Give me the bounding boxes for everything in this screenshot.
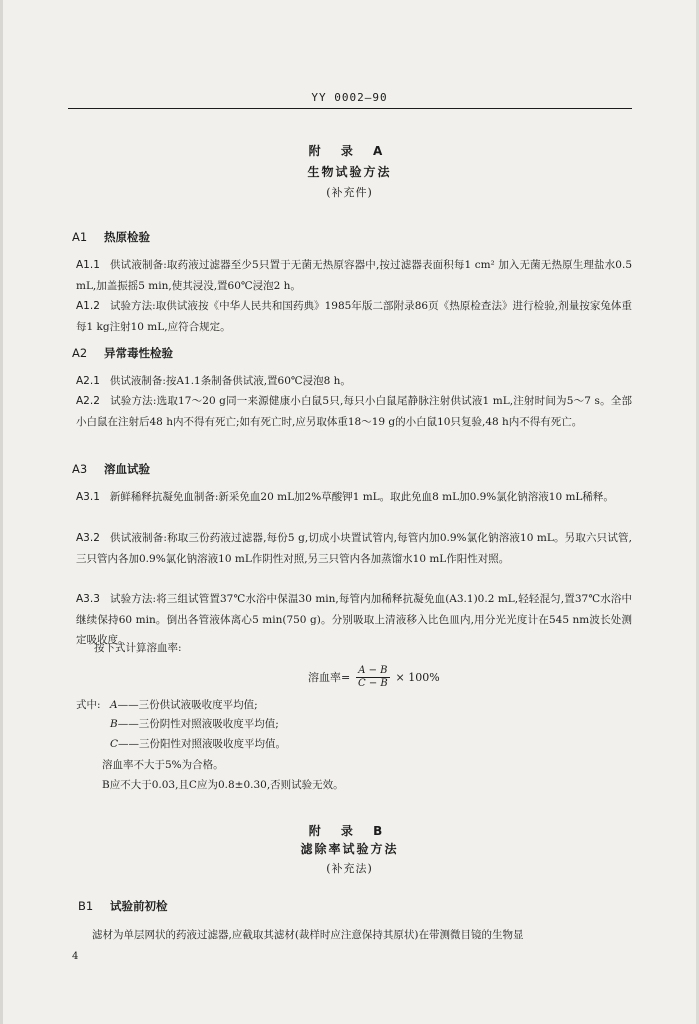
header-rule xyxy=(68,108,632,109)
paragraph-a2-2 xyxy=(76,391,632,432)
clause-text: 新鲜稀释抗凝免血制备:新采免血20 mL加2%草酸钾1 mL。取此免血8 mL加0.9%氯化钠溶液10 mL稀释。 xyxy=(109,491,614,503)
definition-text: ——三份阳性对照液吸收度平均值。 xyxy=(118,738,287,750)
formula-numerator: A − B xyxy=(358,664,388,676)
definition-text: ——三份供试液吸收度平均值; xyxy=(117,699,258,711)
section-number: A1 xyxy=(72,230,88,244)
appendix-b-label: 附 录 B xyxy=(308,824,391,838)
formula-denominator: C − B xyxy=(358,677,388,689)
paragraph-a2-1 xyxy=(76,371,632,392)
section-title: 试验前初检 xyxy=(110,899,168,913)
clause-text: 试验方法:取供试液按《中华人民共和国药典》1985年版二部附录86页《热原检查法》进行检验,剂量按家兔体重每1 kg注射10 mL,应符合规定。 xyxy=(76,300,632,333)
clause-text: 试验方法:将三组试管置37℃水浴中保温30 min,每管内加稀释抗凝免血(A3.1)0.2 mL,轻轻混匀,置37℃水浴中继续保持60 min。倒出各管液体离心5 min(750 g)。分别吸取上清液移入比色皿内,用分光光度计在545 nm波长处测定吸收度。 xyxy=(76,593,632,646)
definition-text: ——三份阴性对照液吸收度平均值; xyxy=(117,718,279,730)
definition-b xyxy=(110,716,279,731)
formula-fraction xyxy=(356,665,389,690)
clause-number: A1.1 xyxy=(76,259,100,271)
section-a2-heading xyxy=(72,345,173,361)
clause-number: A2.2 xyxy=(76,395,100,407)
section-number: B1 xyxy=(78,899,94,913)
clause-text: 滤材为单层网状的药液过滤器,应截取其滤材(裁样时应注意保持其原状)在带测微目镜的生物显 xyxy=(92,929,524,941)
standard-code: YY 0002—90 xyxy=(311,91,388,104)
definition-c xyxy=(110,736,286,751)
section-title: 异常毒性检验 xyxy=(104,346,173,360)
formula-label: 溶血率= xyxy=(308,671,351,684)
where-label: 式中: xyxy=(76,699,101,711)
variable-b: B xyxy=(110,718,118,730)
clause-text: 供试液制备:称取三份药液过滤器,每份5 g,切成小块置试管内,每管内加0.9%氯化钠溶液10 mL。另取六只试管,三只管内各加0.9%氯化钠溶液10 mL作阴性对照,另三只管内各加蒸馏水10 mL作阳性对照。 xyxy=(76,532,632,565)
validity-condition: B应不大于0.03,且C应为0.8±0.30,否则试验无效。 xyxy=(102,779,344,791)
appendix-b-note: (补充法) xyxy=(326,862,373,875)
section-a3-heading xyxy=(72,461,150,477)
clause-number: A3.2 xyxy=(76,532,100,544)
formula-tail: × 100% xyxy=(395,670,440,684)
variable-a: A xyxy=(110,699,118,711)
clause-number: A3.3 xyxy=(76,593,100,605)
paragraph-a3-2 xyxy=(76,528,632,569)
paragraph-a3-1 xyxy=(76,487,632,508)
clause-number: A3.1 xyxy=(76,491,100,503)
paragraph-b1 xyxy=(92,925,632,946)
pass-criterion: 溶血率不大于5%为合格。 xyxy=(102,759,224,771)
paragraph-a1-2 xyxy=(76,296,632,337)
appendix-a-title: 生物试验方法 xyxy=(307,165,392,179)
paragraph-a1-1 xyxy=(76,255,632,296)
clause-number: A2.1 xyxy=(76,375,100,387)
calc-intro: 按下式计算溶血率: xyxy=(94,642,182,654)
clause-text: 试验方法:选取17～20 g同一来源健康小白鼠5只,每只小白鼠尾静脉注射供试液1 mL,注射时间为5～7 s。全部小白鼠在注射后48 h内不得有死亡;如有死亡时,应另取体重18～19 g的小白鼠10只复验,48 h内不得有死亡。 xyxy=(76,395,632,428)
appendix-a-label: 附 录 A xyxy=(308,144,391,158)
page-number: 4 xyxy=(72,951,79,962)
clause-number: A1.2 xyxy=(76,300,100,312)
section-b1-heading xyxy=(78,898,168,914)
clause-text: 供试液制备:取药液过滤器至少5只置于无菌无热原容器中,按过滤器表面积每1 cm² 加入无菌无热原生理盐水0.5 mL,加盖振摇5 min,使其浸没,置60℃浸泡2 h。 xyxy=(76,259,632,292)
section-title: 溶血试验 xyxy=(104,462,150,476)
clause-text: 供试液制备:按A1.1条制备供试液,置60℃浸泡8 h。 xyxy=(109,375,351,387)
section-number: A2 xyxy=(72,346,88,360)
section-number: A3 xyxy=(72,462,88,476)
variable-c: C xyxy=(110,738,119,750)
hemolysis-formula xyxy=(308,664,440,690)
section-a1-heading xyxy=(72,229,150,245)
appendix-a-note: (补充件) xyxy=(326,186,373,199)
section-title: 热原检验 xyxy=(104,230,150,244)
definition-a xyxy=(110,697,258,712)
appendix-b-title: 滤除率试验方法 xyxy=(300,842,399,856)
